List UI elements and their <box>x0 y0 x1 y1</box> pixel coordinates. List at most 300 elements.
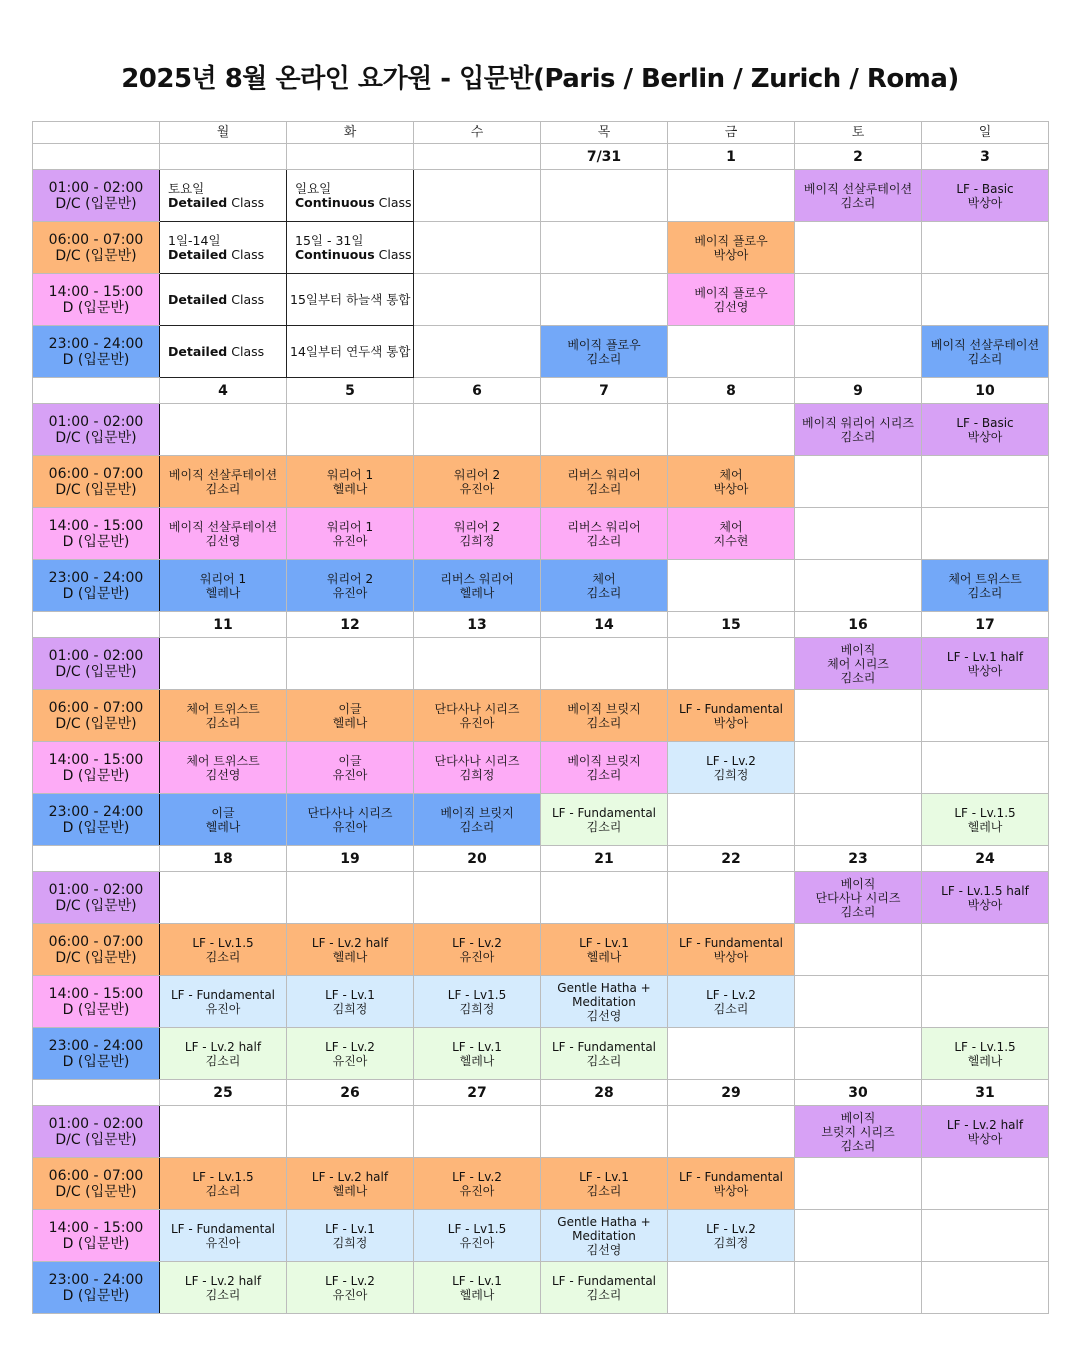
class-name: 단다사나 시리즈 <box>307 805 393 820</box>
date-label: 2 <box>853 148 863 165</box>
slot-time: 01:00 - 02:00 <box>48 647 144 664</box>
slot-time: 06:00 - 07:00 <box>48 465 144 482</box>
empty-slot <box>287 638 414 690</box>
class-name: LF - Lv.2 half <box>184 1273 262 1288</box>
class-teacher: 유진아 <box>332 1287 368 1302</box>
class-cell[interactable] <box>795 1106 922 1158</box>
class-name: 워리어 2 <box>326 571 374 586</box>
class-cell[interactable] <box>922 560 1049 612</box>
slot-time: 06:00 - 07:00 <box>48 933 144 950</box>
time-slot-row <box>33 794 1049 846</box>
class-teacher: 헬레나 <box>459 585 495 600</box>
weekday-header <box>668 122 795 144</box>
class-name: Meditation <box>572 1228 636 1243</box>
class-name: 리버스 워리어 <box>440 571 514 586</box>
date-cell <box>414 846 541 872</box>
class-cell[interactable] <box>414 508 541 560</box>
schedule-note <box>287 326 414 378</box>
class-teacher: 김소리 <box>840 429 876 444</box>
class-cell[interactable] <box>668 1210 795 1262</box>
time-slot-label <box>33 1106 160 1158</box>
time-slot-row <box>33 1210 1049 1262</box>
empty-slot <box>541 404 668 456</box>
date-label: 10 <box>975 382 995 399</box>
class-cell[interactable] <box>160 508 287 560</box>
class-name: 워리어 2 <box>453 519 501 534</box>
class-cell[interactable] <box>795 872 922 924</box>
class-name: 체어 트위스트 <box>948 571 1022 586</box>
date-label: 3 <box>980 148 990 165</box>
slot-level: D (입문반) <box>62 1235 130 1252</box>
class-name: LF - Lv.1 <box>579 935 629 950</box>
empty-slot <box>795 508 922 560</box>
class-cell[interactable] <box>414 1158 541 1210</box>
class-cell[interactable] <box>160 976 287 1028</box>
date-row <box>33 144 1049 170</box>
time-slot-label <box>33 1262 160 1314</box>
class-name: 이글 <box>211 805 235 820</box>
date-label: 4 <box>218 382 228 399</box>
class-teacher: 김소리 <box>459 819 495 834</box>
class-cell[interactable] <box>795 638 922 690</box>
empty-slot <box>795 690 922 742</box>
slot-time: 14:00 - 15:00 <box>48 517 144 534</box>
date-row <box>33 846 1049 872</box>
class-cell[interactable] <box>287 976 414 1028</box>
class-teacher: 유진아 <box>205 1001 241 1016</box>
class-teacher: 박상아 <box>967 897 1003 912</box>
date-cell <box>922 1080 1049 1106</box>
date-label: 14 <box>594 616 614 633</box>
empty-slot <box>795 326 922 378</box>
class-teacher: 김소리 <box>586 715 622 730</box>
empty-slot <box>160 872 287 924</box>
class-cell[interactable] <box>160 1210 287 1262</box>
date-row-spacer <box>33 378 160 404</box>
class-cell[interactable] <box>287 690 414 742</box>
class-teacher: 헬레나 <box>205 585 241 600</box>
class-name: LF - Lv.1.5 <box>954 805 1016 820</box>
class-cell[interactable] <box>541 1210 668 1262</box>
class-cell[interactable] <box>541 1028 668 1080</box>
class-name: LF - Fundamental <box>170 1221 276 1236</box>
class-teacher: 헬레나 <box>332 949 368 964</box>
class-cell[interactable] <box>541 976 668 1028</box>
class-teacher: 김선영 <box>205 767 241 782</box>
date-cell <box>414 144 541 170</box>
class-teacher: 김소리 <box>586 351 622 366</box>
class-name: LF - Fundamental <box>551 1039 657 1054</box>
schedule-note <box>287 222 414 274</box>
class-name: LF - Lv1.5 <box>447 1221 507 1236</box>
time-slot-label <box>33 924 160 976</box>
time-slot-row <box>33 742 1049 794</box>
time-slot-row <box>33 456 1049 508</box>
empty-slot <box>414 274 541 326</box>
class-name: 이글 <box>338 701 362 716</box>
class-teacher: 김희정 <box>459 533 495 548</box>
class-cell[interactable] <box>795 404 922 456</box>
slot-time: 14:00 - 15:00 <box>48 283 144 300</box>
slot-time: 01:00 - 02:00 <box>48 413 144 430</box>
slot-level: D/C (입문반) <box>55 429 137 446</box>
weekday-header <box>287 122 414 144</box>
class-cell[interactable] <box>160 742 287 794</box>
class-cell[interactable] <box>160 1262 287 1314</box>
class-cell[interactable] <box>414 742 541 794</box>
class-cell[interactable] <box>922 170 1049 222</box>
time-slot-label <box>33 1028 160 1080</box>
class-cell[interactable] <box>160 794 287 846</box>
date-cell <box>414 612 541 638</box>
slot-level: D (입문반) <box>62 767 130 784</box>
empty-slot <box>922 924 1049 976</box>
class-teacher: 김선영 <box>586 1008 622 1023</box>
weekday-header <box>922 122 1049 144</box>
class-teacher: 헬레나 <box>332 1183 368 1198</box>
date-label: 8 <box>726 382 736 399</box>
class-teacher: 김희정 <box>713 1235 749 1250</box>
class-teacher: 김소리 <box>586 1183 622 1198</box>
class-name: 베이직 선살루테이션 <box>803 181 913 196</box>
class-name: 체어 <box>592 571 616 586</box>
note-rest: Class <box>227 194 265 210</box>
date-cell <box>922 378 1049 404</box>
empty-slot <box>160 1106 287 1158</box>
class-cell[interactable] <box>414 690 541 742</box>
class-cell[interactable] <box>541 924 668 976</box>
date-cell <box>668 846 795 872</box>
time-slot-label <box>33 872 160 924</box>
weekday-label: 토 <box>851 124 865 140</box>
time-slot-label <box>33 404 160 456</box>
class-cell[interactable] <box>414 1262 541 1314</box>
date-label: 16 <box>848 616 868 633</box>
class-name: LF - Lv.1 <box>325 987 375 1002</box>
class-teacher: 김소리 <box>840 1138 876 1153</box>
class-cell[interactable] <box>287 560 414 612</box>
class-cell[interactable] <box>287 924 414 976</box>
date-label: 6 <box>472 382 482 399</box>
empty-slot <box>414 872 541 924</box>
date-row <box>33 612 1049 638</box>
class-cell[interactable] <box>160 456 287 508</box>
class-cell[interactable] <box>160 1158 287 1210</box>
class-teacher: 김소리 <box>840 670 876 685</box>
empty-slot <box>414 1106 541 1158</box>
date-label: 11 <box>213 616 233 633</box>
class-teacher: 유진아 <box>459 481 495 496</box>
class-teacher: 김소리 <box>205 715 241 730</box>
time-slot-label <box>33 742 160 794</box>
empty-slot <box>414 170 541 222</box>
schedule-note <box>160 274 287 326</box>
slot-time: 06:00 - 07:00 <box>48 699 144 716</box>
class-cell[interactable] <box>541 508 668 560</box>
empty-slot <box>795 924 922 976</box>
time-slot-label <box>33 326 160 378</box>
class-cell[interactable] <box>668 1158 795 1210</box>
class-cell[interactable] <box>160 690 287 742</box>
date-cell <box>795 144 922 170</box>
schedule-table <box>32 121 1049 1314</box>
date-row-spacer <box>33 846 160 872</box>
class-cell[interactable] <box>541 456 668 508</box>
class-name: LF - Lv.2 <box>325 1273 375 1288</box>
class-teacher: 헬레나 <box>332 715 368 730</box>
note-bold: Detailed <box>168 291 228 307</box>
class-teacher: 유진아 <box>332 819 368 834</box>
class-cell[interactable] <box>287 1158 414 1210</box>
empty-slot <box>922 274 1049 326</box>
class-cell[interactable] <box>287 1028 414 1080</box>
empty-slot <box>922 1262 1049 1314</box>
class-cell[interactable] <box>287 794 414 846</box>
class-cell[interactable] <box>541 690 668 742</box>
time-slot-label <box>33 170 160 222</box>
class-teacher: 박상아 <box>967 195 1003 210</box>
class-name: 단다사나 시리즈 <box>434 753 520 768</box>
empty-slot <box>922 222 1049 274</box>
date-cell <box>541 144 668 170</box>
class-name: 베이직 브릿지 <box>567 701 641 716</box>
date-cell <box>541 846 668 872</box>
weekday-header <box>414 122 541 144</box>
slot-level: D (입문반) <box>62 1287 130 1304</box>
class-cell[interactable] <box>922 638 1049 690</box>
empty-slot <box>795 274 922 326</box>
class-cell[interactable] <box>668 924 795 976</box>
time-slot-label <box>33 690 160 742</box>
class-cell[interactable] <box>922 872 1049 924</box>
class-cell[interactable] <box>287 1262 414 1314</box>
class-teacher: 헬레나 <box>967 1053 1003 1068</box>
date-label: 18 <box>213 850 233 867</box>
class-cell[interactable] <box>414 924 541 976</box>
note-rest: Class <box>227 246 265 262</box>
empty-slot <box>668 170 795 222</box>
empty-slot <box>668 1106 795 1158</box>
class-teacher: 유진아 <box>459 1235 495 1250</box>
class-teacher: 박상아 <box>967 1131 1003 1146</box>
slot-level: D (입문반) <box>62 533 130 550</box>
class-name: 베이직 브릿지 <box>440 805 514 820</box>
empty-slot <box>668 560 795 612</box>
weekday-label: 목 <box>597 124 611 140</box>
class-cell[interactable] <box>922 404 1049 456</box>
empty-slot <box>795 794 922 846</box>
date-label: 9 <box>853 382 863 399</box>
slot-time: 23:00 - 24:00 <box>48 1271 144 1288</box>
class-teacher: 유진아 <box>459 949 495 964</box>
slot-level: D (입문반) <box>62 351 130 368</box>
class-cell[interactable] <box>922 1106 1049 1158</box>
class-cell[interactable] <box>160 1028 287 1080</box>
class-teacher: 김소리 <box>586 481 622 496</box>
class-cell[interactable] <box>287 742 414 794</box>
date-label: 25 <box>213 1084 233 1101</box>
class-teacher: 박상아 <box>713 1183 749 1198</box>
time-slot-row <box>33 170 1049 222</box>
empty-slot <box>160 404 287 456</box>
slot-time: 14:00 - 15:00 <box>48 751 144 768</box>
date-cell <box>922 846 1049 872</box>
date-cell <box>160 1080 287 1106</box>
class-teacher: 김소리 <box>586 819 622 834</box>
class-cell[interactable] <box>414 1028 541 1080</box>
class-teacher: 헬레나 <box>586 949 622 964</box>
class-name: 베이직 선살루테이션 <box>168 467 278 482</box>
date-label: 21 <box>594 850 614 867</box>
schedule-note <box>160 222 287 274</box>
date-cell <box>414 378 541 404</box>
class-cell[interactable] <box>414 1210 541 1262</box>
class-cell[interactable] <box>922 1028 1049 1080</box>
date-label: 13 <box>467 616 487 633</box>
date-cell <box>287 144 414 170</box>
class-cell[interactable] <box>668 742 795 794</box>
class-cell[interactable] <box>414 976 541 1028</box>
class-cell[interactable] <box>414 456 541 508</box>
class-teacher: 박상아 <box>713 481 749 496</box>
time-slot-row <box>33 690 1049 742</box>
class-cell[interactable] <box>414 560 541 612</box>
schedule-note <box>160 170 287 222</box>
date-cell <box>541 1080 668 1106</box>
class-cell[interactable] <box>287 508 414 560</box>
weekday-label: 화 <box>343 124 357 140</box>
slot-time: 01:00 - 02:00 <box>48 881 144 898</box>
class-teacher: 김소리 <box>586 1287 622 1302</box>
class-teacher: 박상아 <box>713 715 749 730</box>
slot-time: 06:00 - 07:00 <box>48 1167 144 1184</box>
class-cell[interactable] <box>668 222 795 274</box>
class-teacher: 유진아 <box>459 1183 495 1198</box>
class-name: LF - Fundamental <box>551 805 657 820</box>
time-slot-row <box>33 1158 1049 1210</box>
class-cell[interactable] <box>541 326 668 378</box>
class-teacher: 김희정 <box>459 767 495 782</box>
class-teacher: 헬레나 <box>332 481 368 496</box>
schedule-note <box>287 170 414 222</box>
slot-level: D (입문반) <box>62 1053 130 1070</box>
class-name: LF - Lv.1 <box>452 1273 502 1288</box>
date-label: 5 <box>345 382 355 399</box>
class-name: 베이직 플로우 <box>694 233 768 248</box>
class-name: LF - Fundamental <box>551 1273 657 1288</box>
class-name: 워리어 1 <box>326 467 374 482</box>
slot-time: 01:00 - 02:00 <box>48 179 144 196</box>
date-cell <box>287 378 414 404</box>
empty-slot <box>541 222 668 274</box>
note-line: 토요일 <box>168 180 205 196</box>
empty-slot <box>414 222 541 274</box>
class-cell[interactable] <box>541 560 668 612</box>
class-cell[interactable] <box>541 742 668 794</box>
class-cell[interactable] <box>668 976 795 1028</box>
time-slot-label <box>33 508 160 560</box>
class-cell[interactable] <box>668 690 795 742</box>
empty-slot <box>668 872 795 924</box>
empty-slot <box>922 742 1049 794</box>
class-cell[interactable] <box>795 170 922 222</box>
slot-level: D/C (입문반) <box>55 897 137 914</box>
empty-slot <box>795 976 922 1028</box>
date-cell <box>160 144 287 170</box>
date-label: 31 <box>975 1084 995 1101</box>
class-teacher: 지수현 <box>713 533 749 548</box>
class-teacher: 김선영 <box>713 299 749 314</box>
class-cell[interactable] <box>160 924 287 976</box>
slot-time: 14:00 - 15:00 <box>48 985 144 1002</box>
class-cell[interactable] <box>668 456 795 508</box>
class-name: 이글 <box>338 753 362 768</box>
class-cell[interactable] <box>922 794 1049 846</box>
class-name: 체어 <box>719 467 743 482</box>
class-name: 단다사나 시리즈 <box>815 890 901 905</box>
date-cell <box>668 612 795 638</box>
class-name: LF - Fundamental <box>678 701 784 716</box>
note-rest: Class <box>227 291 265 307</box>
class-prefix: 베이직 <box>840 876 876 891</box>
date-label: 12 <box>340 616 360 633</box>
class-teacher: 김소리 <box>586 533 622 548</box>
class-cell[interactable] <box>668 274 795 326</box>
class-cell[interactable] <box>922 326 1049 378</box>
weekday-label: 일 <box>978 124 992 140</box>
class-cell[interactable] <box>160 560 287 612</box>
class-name: 브릿지 시리즈 <box>821 1124 895 1139</box>
class-cell[interactable] <box>541 1262 668 1314</box>
time-slot-row <box>33 326 1049 378</box>
empty-slot <box>541 638 668 690</box>
class-name: LF - Lv.2 half <box>946 1117 1024 1132</box>
class-name: LF - Lv.2 half <box>184 1039 262 1054</box>
empty-slot <box>160 638 287 690</box>
empty-slot <box>668 1262 795 1314</box>
class-cell[interactable] <box>287 1210 414 1262</box>
class-cell[interactable] <box>541 794 668 846</box>
date-label: 30 <box>848 1084 868 1101</box>
class-cell[interactable] <box>287 456 414 508</box>
empty-slot <box>795 742 922 794</box>
note-text: 14일부터 연두색 통합 <box>290 343 411 359</box>
class-teacher: 김소리 <box>205 949 241 964</box>
class-teacher: 김소리 <box>586 585 622 600</box>
class-teacher: 유진아 <box>332 767 368 782</box>
date-row <box>33 378 1049 404</box>
date-cell <box>160 378 287 404</box>
class-cell[interactable] <box>668 508 795 560</box>
class-name: LF - Lv.1 <box>452 1039 502 1054</box>
class-name: 베이직 플로우 <box>694 285 768 300</box>
date-cell <box>668 144 795 170</box>
date-cell <box>287 612 414 638</box>
note-bold: Continuous <box>295 246 375 262</box>
date-label: 19 <box>340 850 360 867</box>
class-prefix: 베이직 <box>840 642 876 657</box>
date-cell <box>160 846 287 872</box>
weekday-label: 수 <box>470 124 484 140</box>
class-cell[interactable] <box>414 794 541 846</box>
class-teacher: 박상아 <box>713 949 749 964</box>
date-label: 28 <box>594 1084 614 1101</box>
schedule-note <box>287 274 414 326</box>
class-prefix: Gentle Hatha + <box>557 1214 651 1229</box>
time-slot-row <box>33 222 1049 274</box>
empty-slot <box>414 638 541 690</box>
class-cell[interactable] <box>541 1158 668 1210</box>
